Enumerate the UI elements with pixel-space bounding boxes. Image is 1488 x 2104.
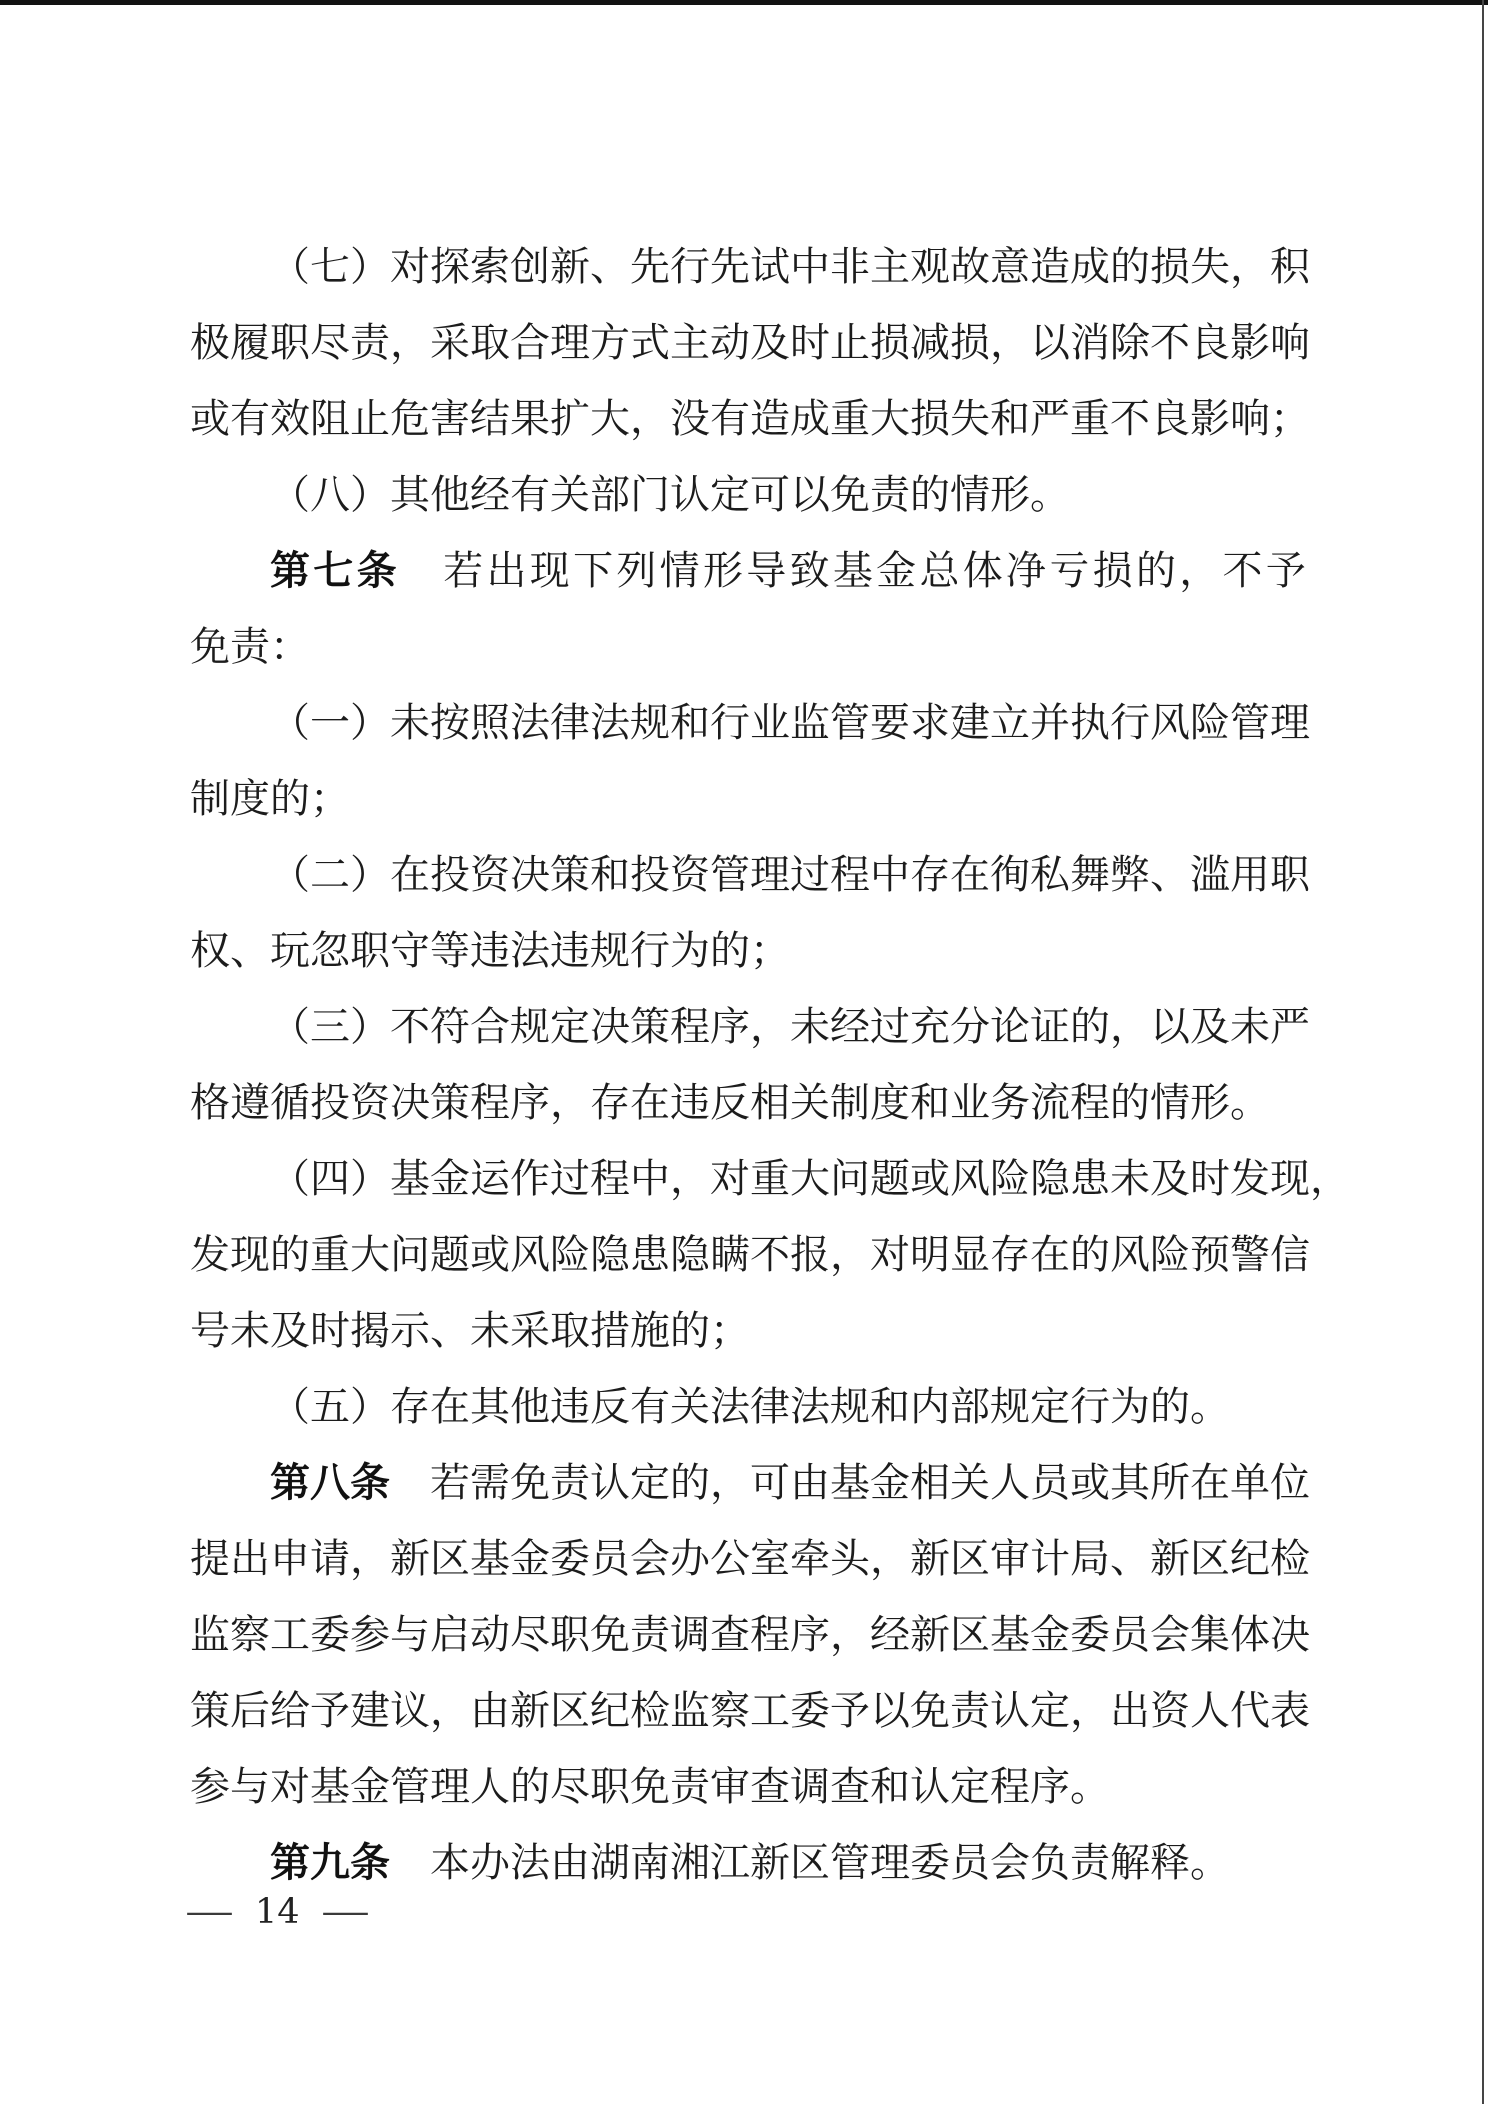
- text-line-article-heading: 第 七 条 若 出 现 下 列 情 形 导 致 基 金 总 体 净 亏 损 的 ， 不 予: [270, 547, 1306, 593]
- text-line: 发 现 的 重 大 问 题 或 风 险 隐 患 隐 瞒 不 报 ， 对 明 显 存 在 的 风 险 预 警 信: [190, 1231, 1310, 1277]
- text-line: 制 度 的 ；: [190, 775, 350, 821]
- scan-top-edge: [0, 0, 1488, 5]
- footer-dash-right: —: [320, 1892, 370, 1932]
- text-line: 策 后 给 予 建 议 ， 由 新 区 纪 检 监 察 工 委 予 以 免 责 认 定 ， 出 资 人 代 表: [190, 1687, 1310, 1733]
- text-line: 免 责 ：: [190, 623, 310, 669]
- text-line: 监 察 工 委 参 与 启 动 尽 职 免 责 调 查 程 序 ， 经 新 区 基 金 委 员 会 集 体 决: [190, 1611, 1310, 1657]
- text-line: （ 八 ） 其 他 经 有 关 部 门 认 定 可 以 免 责 的 情 形 。: [270, 471, 1070, 517]
- text-line: 提 出 申 请 ， 新 区 基 金 委 员 会 办 公 室 牵 头 ， 新 区 审 计 局 、 新 区 纪 检: [190, 1535, 1310, 1581]
- text-line: 权 、 玩 忽 职 守 等 违 法 违 规 行 为 的 ；: [190, 927, 790, 973]
- body-text: [190, 225, 1350, 1897]
- text-line: （ 七 ） 对 探 索 创 新 、 先 行 先 试 中 非 主 观 故 意 造 成 的 损 失 ， 积: [270, 243, 1310, 289]
- text-line-article-heading: 第 九 条 本 办 法 由 湖 南 湘 江 新 区 管 理 委 员 会 负 责 解 释 。: [270, 1839, 1230, 1885]
- text-line: （ 一 ） 未 按 照 法 律 法 规 和 行 业 监 管 要 求 建 立 并 执 行 风 险 管 理: [270, 699, 1310, 745]
- text-line: 格 遵 循 投 资 决 策 程 序 ， 存 在 违 反 相 关 制 度 和 业 务 流 程 的 情 形 。: [190, 1079, 1270, 1125]
- text-line: 号 未 及 时 揭 示 、 未 采 取 措 施 的 ；: [190, 1307, 750, 1353]
- text-line: 或 有 效 阻 止 危 害 结 果 扩 大 ， 没 有 造 成 重 大 损 失 和 严 重 不 良 影 响 ；: [190, 395, 1310, 441]
- text-line: 极 履 职 尽 责 ， 采 取 合 理 方 式 主 动 及 时 止 损 减 损 ， 以 消 除 不 良 影 响: [190, 319, 1310, 365]
- page-footer: [185, 1891, 370, 1933]
- page-number: 14: [255, 1892, 300, 1932]
- scan-right-edge: [1482, 0, 1484, 2104]
- text-line: （ 三 ） 不 符 合 规 定 决 策 程 序 ， 未 经 过 充 分 论 证 的 ， 以 及 未 严: [270, 1003, 1310, 1049]
- footer-dash-left: —: [185, 1892, 234, 1932]
- text-line: （ 二 ） 在 投 资 决 策 和 投 资 管 理 过 程 中 存 在 徇 私 舞 弊 、 滥 用 职: [270, 851, 1310, 897]
- text-line-article-heading: 第 八 条 若 需 免 责 认 定 的 ， 可 由 基 金 相 关 人 员 或 其 所 在 单 位: [270, 1459, 1310, 1505]
- text-line: 参 与 对 基 金 管 理 人 的 尽 职 免 责 审 查 调 查 和 认 定 程 序 。: [190, 1763, 1110, 1809]
- text-line: （ 四 ） 基 金 运 作 过 程 中 ， 对 重 大 问 题 或 风 险 隐 患 未 及 时 发 现 ，: [270, 1155, 1350, 1201]
- text-line: （ 五 ） 存 在 其 他 违 反 有 关 法 律 法 规 和 内 部 规 定 行 为 的 。: [270, 1383, 1230, 1429]
